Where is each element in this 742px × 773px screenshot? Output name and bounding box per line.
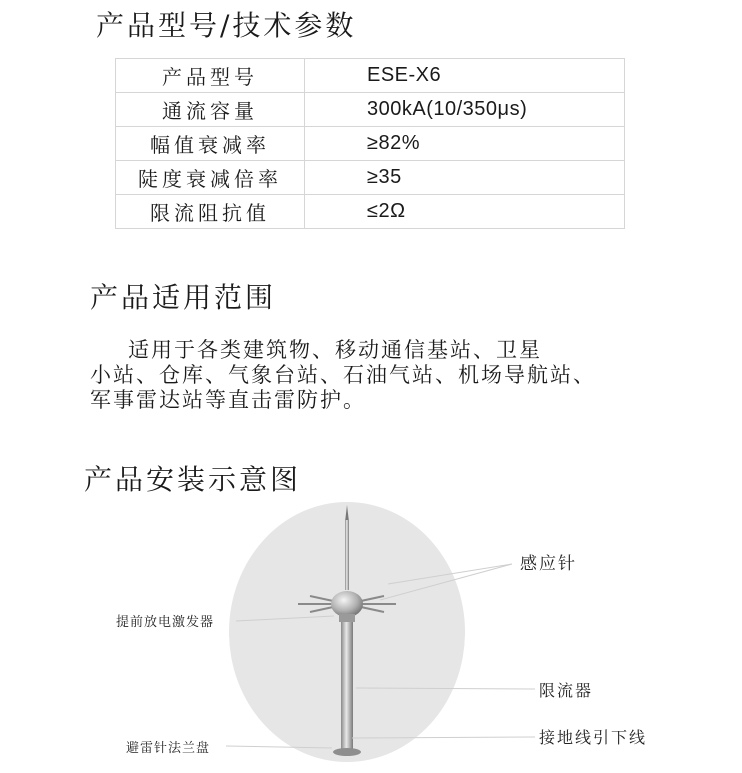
table-row	[116, 93, 625, 127]
callout-flange: 避雷针法兰盘	[126, 741, 211, 756]
spec-label: 幅值衰减率	[116, 127, 305, 161]
needle-rod	[345, 520, 349, 590]
spec-value: ESE-X6	[305, 59, 625, 93]
scope-heading: 产品适用范围	[90, 281, 277, 314]
scope-line: 适用于各类建筑物、移动通信基站、卫星	[128, 338, 542, 362]
spec-label: 产品型号	[116, 59, 305, 93]
exciter-head	[331, 591, 363, 617]
table-row	[116, 59, 625, 93]
spec-value: ≥35	[305, 161, 625, 195]
table-row	[116, 127, 625, 161]
scope-paragraph	[90, 338, 690, 413]
spec-label: 陡度衰减倍率	[116, 161, 305, 195]
table-row	[116, 161, 625, 195]
callout-ground: 接地线引下线	[539, 728, 648, 747]
installation-diagram	[0, 500, 742, 773]
flange-base	[333, 748, 361, 756]
scope-line: 小站、仓库、气象台站、石油气站、机场导航站、	[90, 363, 596, 387]
callout-exciter: 提前放电激发器	[116, 615, 215, 630]
spec-label: 通流容量	[116, 93, 305, 127]
callout-limiter: 限流器	[539, 681, 594, 700]
specs-table	[115, 58, 625, 229]
scope-line: 军事雷达站等直击雷防护。	[90, 388, 366, 412]
spec-label: 限流阻抗值	[116, 195, 305, 229]
exciter-collar	[339, 614, 355, 622]
spec-value: ≥82%	[305, 127, 625, 161]
table-row	[116, 195, 625, 229]
spec-value: ≤2Ω	[305, 195, 625, 229]
callout-needle: 感应针	[520, 554, 577, 574]
install-heading: 产品安装示意图	[84, 463, 302, 496]
specs-heading: 产品型号/技术参数	[96, 9, 357, 42]
mast	[341, 622, 353, 750]
spec-value: 300kA(10/350μs)	[305, 93, 625, 127]
